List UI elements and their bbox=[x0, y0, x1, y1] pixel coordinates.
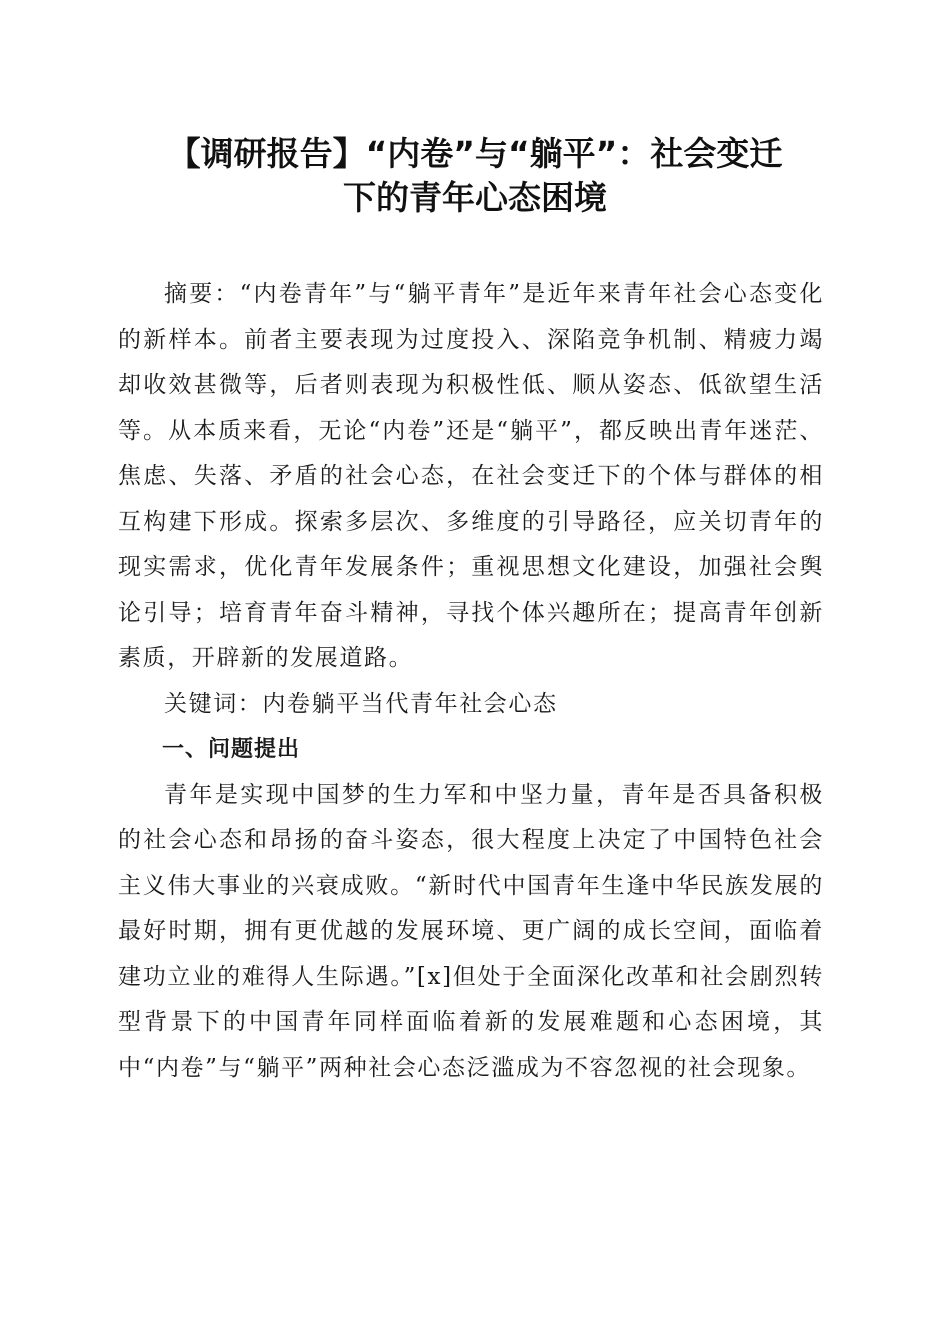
section-1-paragraph: 青年是实现中国梦的生力军和中坚力量，青年是否具备积极的社会心态和昂扬的奋斗姿态，很大程度上决定了中国特色社会主义伟大事业的兴衰成败。“新时代中国青年生逢中华民族发展的最好时期，拥有更优越的发展环境、更广阔的成长空间，面临着建功立业的难得人生际遇。”[x]但处于全面深化改革和社会剧烈转型背景下的中国青年同样面临着新的发展难题和心态困境，其中“内卷”与“躺平”两种社会心态泛滥成为不容忽视的社会现象。 bbox=[118, 781, 824, 1081]
title-line-2: 下的青年心态困境 bbox=[343, 178, 607, 217]
keywords-line: 关键词：内卷躺平当代青年社会心态 bbox=[164, 690, 558, 717]
section-heading-1: 一、问题提出 bbox=[162, 737, 301, 762]
abstract-paragraph: 摘要：“内卷青年”与“躺平青年”是近年来青年社会心态变化的新样本。前者主要表现为过度投入、深陷竞争机制、精疲力竭却收效甚微等，后者则表现为积极性低、顺从姿态、低欲望生活等。从本质来看，无论“内卷”还是“躺平”，都反映出青年迷茫、焦虑、失落、矛盾的社会心态，在社会变迁下的个体与群体的相互构建下形成。探索多层次、多维度的引导路径，应关切青年的现实需求，优化青年发展条件；重视思想文化建设，加强社会舆论引导；培育青年奋斗精神，寻找个体兴趣所在；提高青年创新素质，开辟新的发展道路。 bbox=[118, 281, 824, 671]
document-title bbox=[120, 132, 830, 220]
document-body bbox=[118, 272, 824, 1091]
title-line-1: 【调研报告】“内卷”与“躺平”：社会变迁 bbox=[167, 134, 783, 173]
